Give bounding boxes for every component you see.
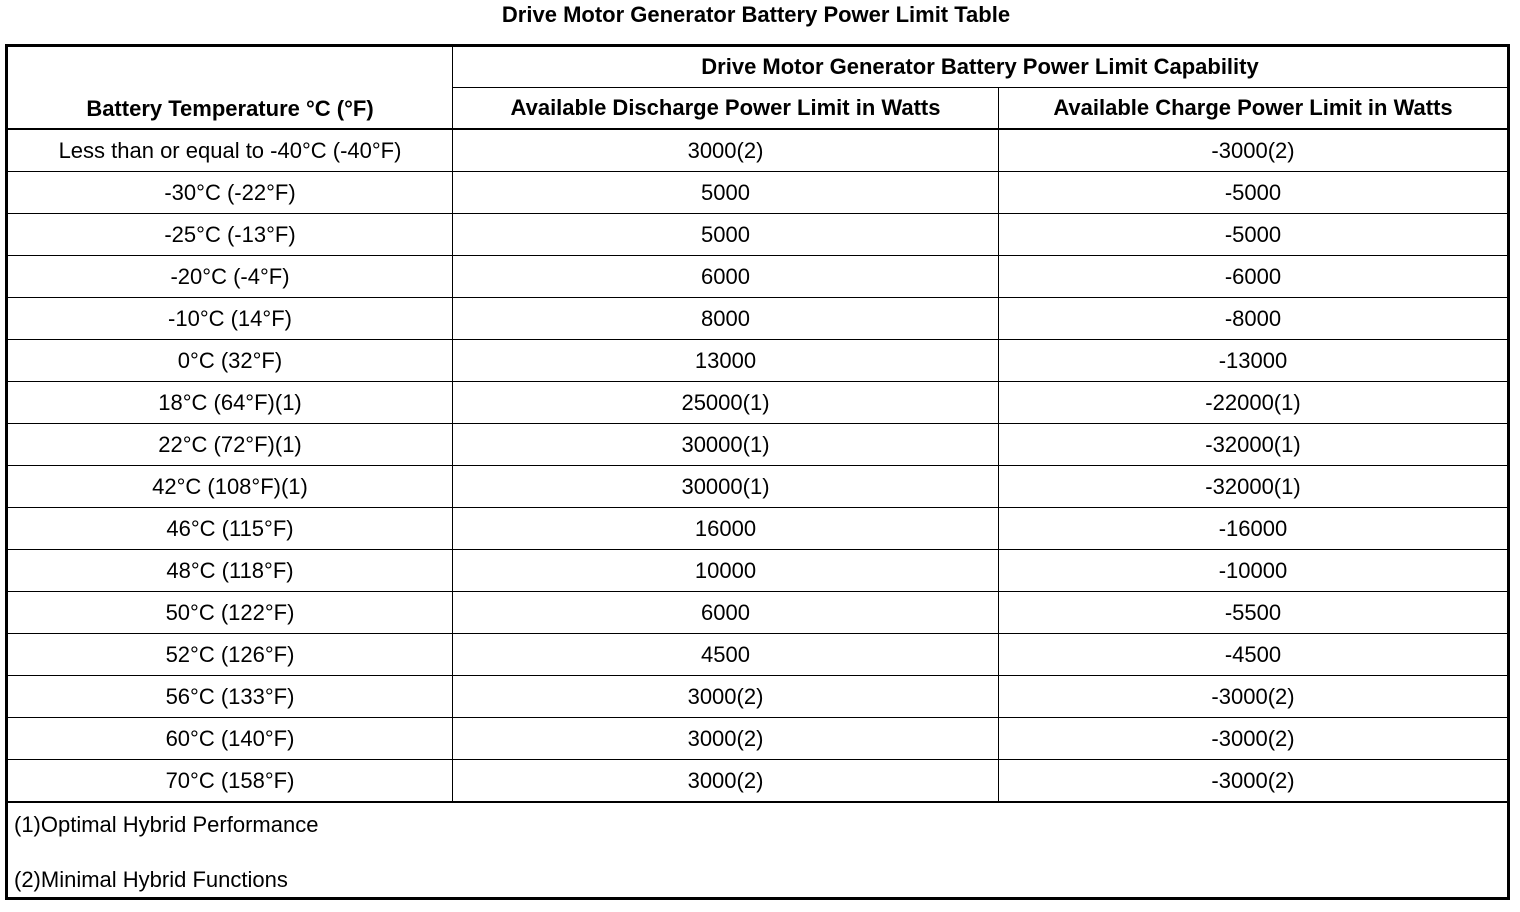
table-row: [7, 550, 1509, 592]
table-row: [7, 298, 1509, 340]
charge-cell: -10000: [999, 550, 1509, 592]
charge-cell: -32000(1): [999, 466, 1509, 508]
discharge-cell: 25000(1): [453, 382, 999, 424]
charge-cell: -3000(2): [999, 676, 1509, 718]
temperature-cell: -10°C (14°F): [7, 298, 453, 340]
charge-cell: -8000: [999, 298, 1509, 340]
discharge-cell: 5000: [453, 214, 999, 256]
table-row: [7, 676, 1509, 718]
discharge-cell: 10000: [453, 550, 999, 592]
charge-cell: -16000: [999, 508, 1509, 550]
temperature-cell: 42°C (108°F)(1): [7, 466, 453, 508]
temperature-cell: 50°C (122°F): [7, 592, 453, 634]
footnote-1: (1)Optimal Hybrid Performance: [14, 812, 319, 837]
table-row: [7, 634, 1509, 676]
discharge-cell: 6000: [453, 592, 999, 634]
discharge-cell: 8000: [453, 298, 999, 340]
table-row: [7, 129, 1509, 172]
table-row: [7, 382, 1509, 424]
temperature-cell: 60°C (140°F): [7, 718, 453, 760]
temperature-cell: 70°C (158°F): [7, 760, 453, 803]
temperature-cell: 46°C (115°F): [7, 508, 453, 550]
discharge-cell: 3000(2): [453, 718, 999, 760]
discharge-cell: 4500: [453, 634, 999, 676]
charge-cell: -13000: [999, 340, 1509, 382]
temperature-cell: 52°C (126°F): [7, 634, 453, 676]
charge-cell: -22000(1): [999, 382, 1509, 424]
temperature-cell: 56°C (133°F): [7, 676, 453, 718]
temperature-cell: 0°C (32°F): [7, 340, 453, 382]
charge-cell: -3000(2): [999, 760, 1509, 803]
charge-cell: -6000: [999, 256, 1509, 298]
discharge-cell: 5000: [453, 172, 999, 214]
discharge-cell: 30000(1): [453, 424, 999, 466]
charge-cell: -32000(1): [999, 424, 1509, 466]
page-title: Drive Motor Generator Battery Power Limit Table: [501, 2, 1011, 27]
temperature-cell: Less than or equal to -40°C (-40°F): [7, 129, 453, 172]
discharge-cell: 30000(1): [453, 466, 999, 508]
temperature-cell: -25°C (-13°F): [7, 214, 453, 256]
table-row: [7, 718, 1509, 760]
table-row: [7, 592, 1509, 634]
temperature-cell: 22°C (72°F)(1): [7, 424, 453, 466]
table-body: [7, 129, 1509, 802]
power-limit-table: [5, 44, 1510, 900]
table-row: [7, 424, 1509, 466]
discharge-cell: 13000: [453, 340, 999, 382]
discharge-cell: 3000(2): [453, 129, 999, 172]
table-row: [7, 172, 1509, 214]
table-row: [7, 340, 1509, 382]
capability-group-header: Drive Motor Generator Battery Power Limit Capability: [453, 46, 1509, 88]
table-row: [7, 214, 1509, 256]
discharge-cell: 6000: [453, 256, 999, 298]
charge-column-header: Available Charge Power Limit in Watts: [999, 88, 1509, 130]
charge-cell: -3000(2): [999, 129, 1509, 172]
discharge-cell: 3000(2): [453, 676, 999, 718]
temperature-column-header: Battery Temperature °C (°F): [7, 46, 453, 130]
discharge-cell: 16000: [453, 508, 999, 550]
footnote-2: (2)Minimal Hybrid Functions: [14, 867, 288, 892]
footnotes: [7, 802, 1509, 899]
charge-cell: -4500: [999, 634, 1509, 676]
charge-cell: -3000(2): [999, 718, 1509, 760]
charge-cell: -5000: [999, 172, 1509, 214]
table-row: [7, 256, 1509, 298]
temperature-cell: -20°C (-4°F): [7, 256, 453, 298]
table-row: [7, 760, 1509, 803]
table-row: [7, 466, 1509, 508]
temperature-cell: 18°C (64°F)(1): [7, 382, 453, 424]
table-row: [7, 508, 1509, 550]
discharge-cell: 3000(2): [453, 760, 999, 803]
charge-cell: -5000: [999, 214, 1509, 256]
temperature-cell: -30°C (-22°F): [7, 172, 453, 214]
discharge-column-header: Available Discharge Power Limit in Watts: [453, 88, 999, 130]
temperature-cell: 48°C (118°F): [7, 550, 453, 592]
charge-cell: -5500: [999, 592, 1509, 634]
